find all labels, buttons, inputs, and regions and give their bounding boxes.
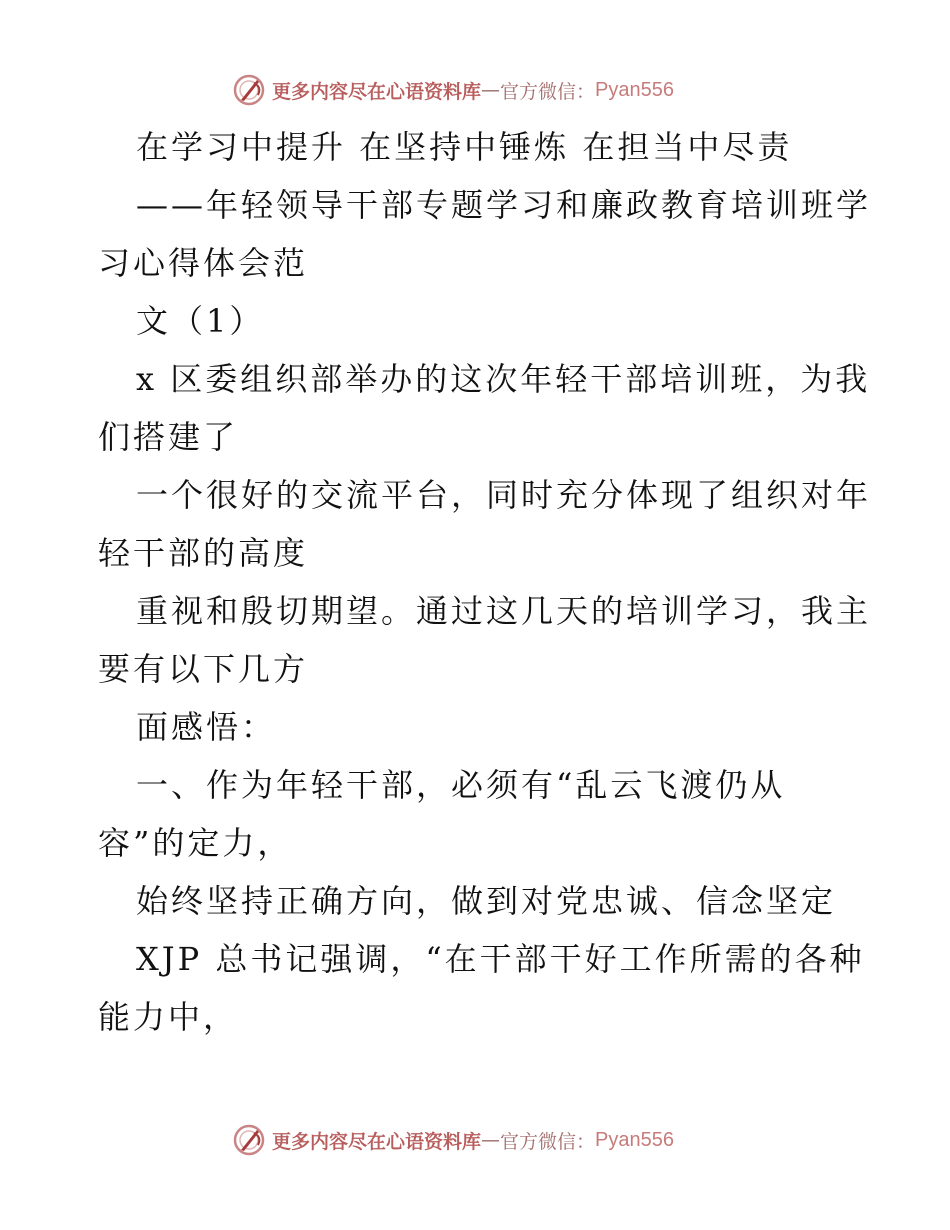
document-body <box>98 118 872 1046</box>
quill-logo-icon <box>232 1123 266 1157</box>
paragraph-line: 一个很好的交流平台，同时充分体现了组织对年 <box>136 476 872 514</box>
watermark-brand: 更多内容尽在心语资料库 <box>272 1130 482 1153</box>
watermark-brand: 更多内容尽在心语资料库 <box>272 80 482 103</box>
watermark-account: Pyan556 <box>595 78 674 101</box>
subtitle-line-continued: 习心得体会范 <box>98 244 309 282</box>
paragraph-line: XJP 总书记强调，“在干部干好工作所需的各种 <box>136 940 865 978</box>
paragraph-line-continued: 能力中， <box>98 998 239 1036</box>
watermark-dash: — <box>481 79 501 101</box>
watermark-channel: 官方微信： <box>500 1130 596 1153</box>
paragraph-line-continued: 轻干部的高度 <box>98 534 309 572</box>
subtitle-line-end: 文（1） <box>136 302 265 340</box>
paragraph-line: 始终坚持正确方向，做到对党忠诚、信念坚定 <box>136 882 837 920</box>
watermark-account: Pyan556 <box>595 1128 674 1151</box>
paragraph-line: 面感悟： <box>136 708 277 746</box>
subtitle-line: ——年轻领导干部专题学习和廉政教育培训班学 <box>136 186 872 224</box>
title-line: 在学习中提升 在坚持中锤炼 在担当中尽责 <box>136 128 793 166</box>
paragraph-line: 重视和殷切期望。通过这几天的培训学习，我主 <box>136 592 872 630</box>
paragraph-line-continued: 要有以下几方 <box>98 650 309 688</box>
paragraph-line-continued: 们搭建了 <box>98 418 239 456</box>
quill-logo-icon <box>232 73 266 107</box>
section-heading-line-continued: 容”的定力， <box>98 824 293 862</box>
paragraph-line: x 区委组织部举办的这次年轻干部培训班，为我 <box>136 360 871 398</box>
watermark-dash: — <box>481 1129 501 1151</box>
watermark-channel: 官方微信： <box>500 80 596 103</box>
footer-watermark <box>232 1120 674 1160</box>
section-heading-line: 一、作为年轻干部，必须有“乱云飞渡仍从 <box>136 766 786 804</box>
header-watermark <box>232 70 674 110</box>
